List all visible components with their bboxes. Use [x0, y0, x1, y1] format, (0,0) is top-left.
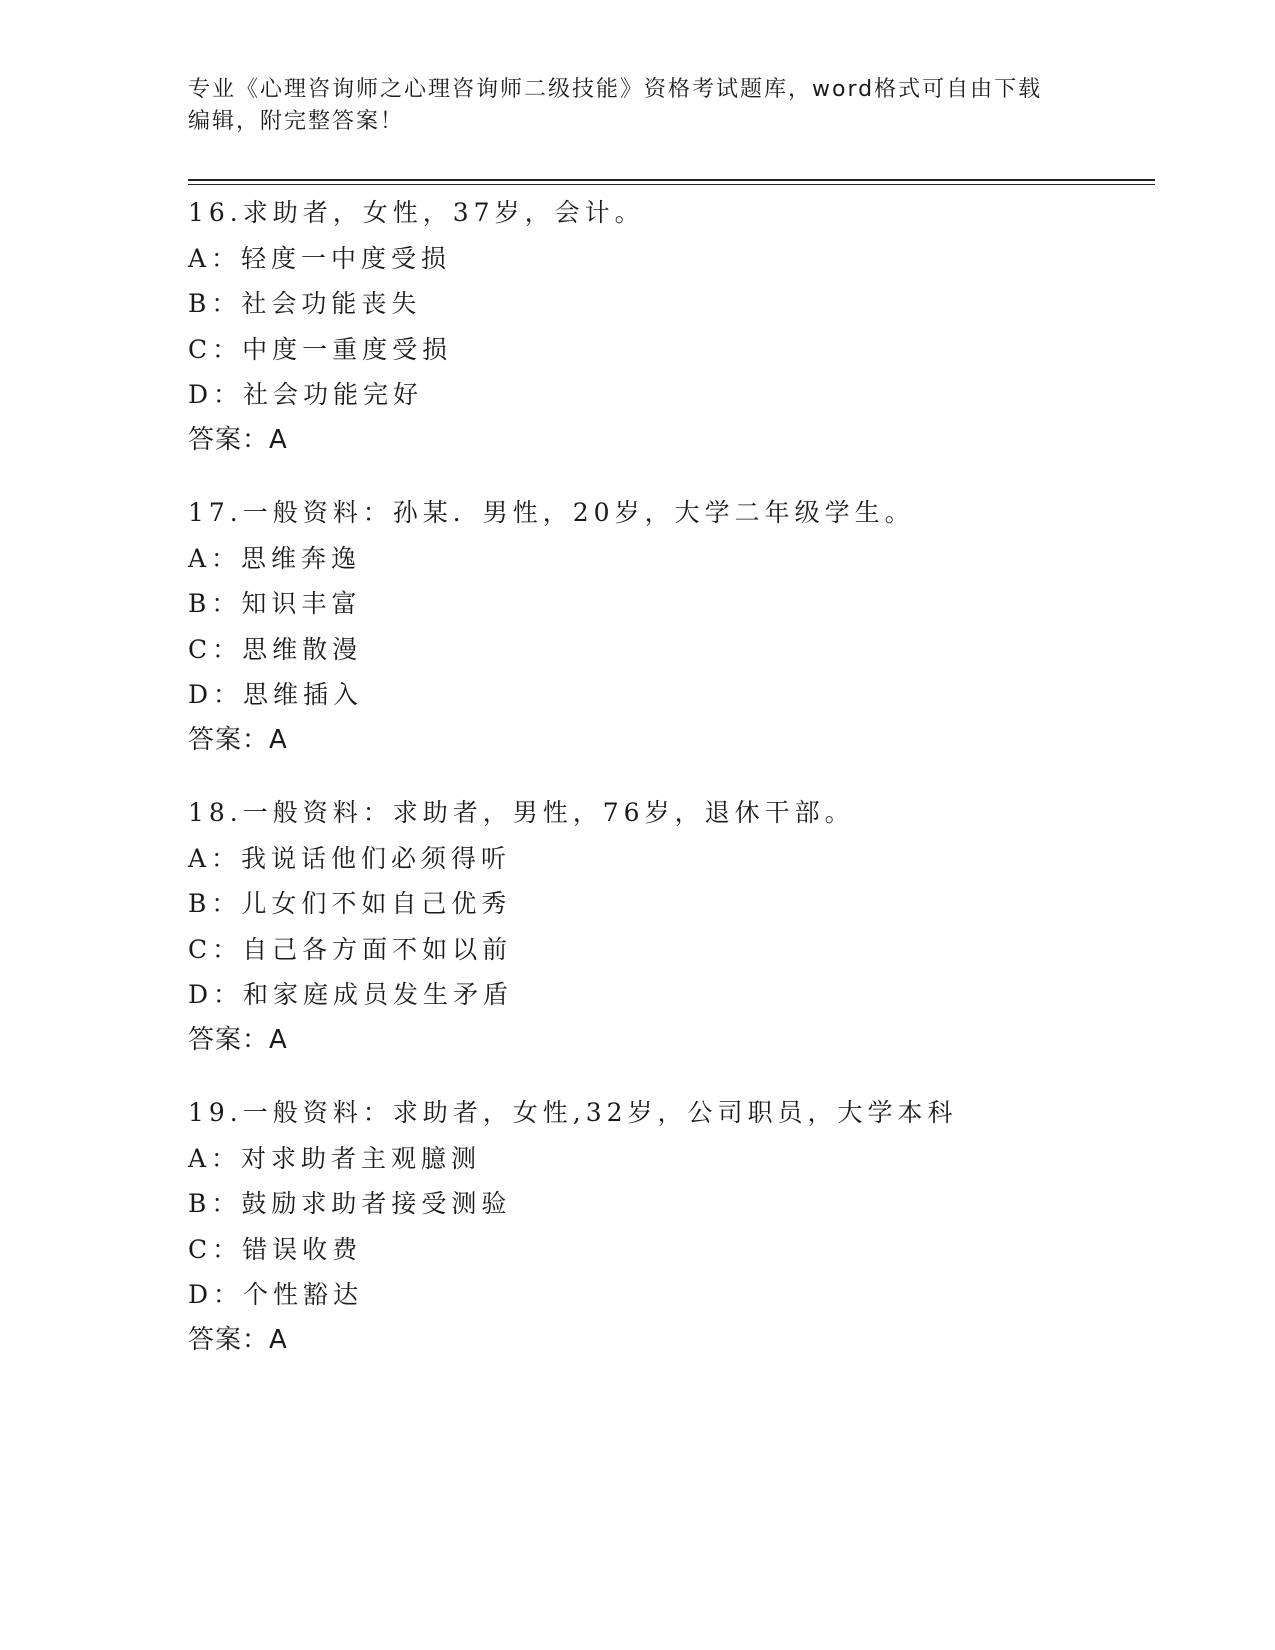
header-rule-thin — [188, 184, 1155, 185]
question-17 — [188, 490, 1148, 763]
question-19 — [188, 1090, 1148, 1363]
document-header — [188, 74, 1068, 138]
question-list — [188, 190, 1148, 1390]
question-stem: 18.一般资料：求助者，男性，76岁，退休干部。 — [188, 798, 855, 827]
question-16 — [188, 190, 1148, 463]
option-b: B：知识丰富 — [188, 589, 362, 618]
option-c: C：中度一重度受损 — [188, 334, 453, 364]
option-b: B：社会功能丧失 — [188, 289, 422, 318]
option-a: A：对求助者主观臆测 — [188, 1143, 482, 1173]
header-line-1: 专业《心理咨询师之心理咨询师二级技能》资格考试题库，word格式可自由下载 — [188, 77, 1043, 102]
option-a: A：轻度一中度受损 — [188, 243, 452, 273]
option-c: C：自己各方面不如以前 — [188, 934, 513, 964]
option-d: D：和家庭成员发生矛盾 — [188, 980, 514, 1009]
header-line-2: 编辑，附完整答案！ — [188, 109, 405, 134]
answer-line: 答案：A — [188, 424, 288, 455]
answer-line: 答案：A — [188, 724, 288, 755]
question-stem: 17.一般资料：孙某．男性，20岁，大学二年级学生。 — [188, 498, 915, 527]
option-b: B：儿女们不如自己优秀 — [188, 889, 512, 918]
option-c: C：思维散漫 — [188, 634, 363, 664]
question-18 — [188, 790, 1148, 1063]
option-b: B：鼓励求助者接受测验 — [188, 1189, 512, 1218]
question-stem: 16.求助者，女性，37岁，会计。 — [188, 198, 645, 227]
answer-line: 答案：A — [188, 1024, 288, 1055]
header-rule-thick — [188, 179, 1155, 181]
option-a: A：思维奔逸 — [188, 543, 362, 573]
option-a: A：我说话他们必须得听 — [188, 843, 512, 873]
option-d: D：社会功能完好 — [188, 380, 424, 409]
option-d: D：个性豁达 — [188, 1280, 364, 1309]
option-d: D：思维插入 — [188, 680, 364, 709]
question-stem: 19.一般资料：求助者，女性,32岁，公司职员，大学本科 — [188, 1098, 958, 1127]
answer-line: 答案：A — [188, 1324, 288, 1355]
option-c: C：错误收费 — [188, 1234, 363, 1264]
